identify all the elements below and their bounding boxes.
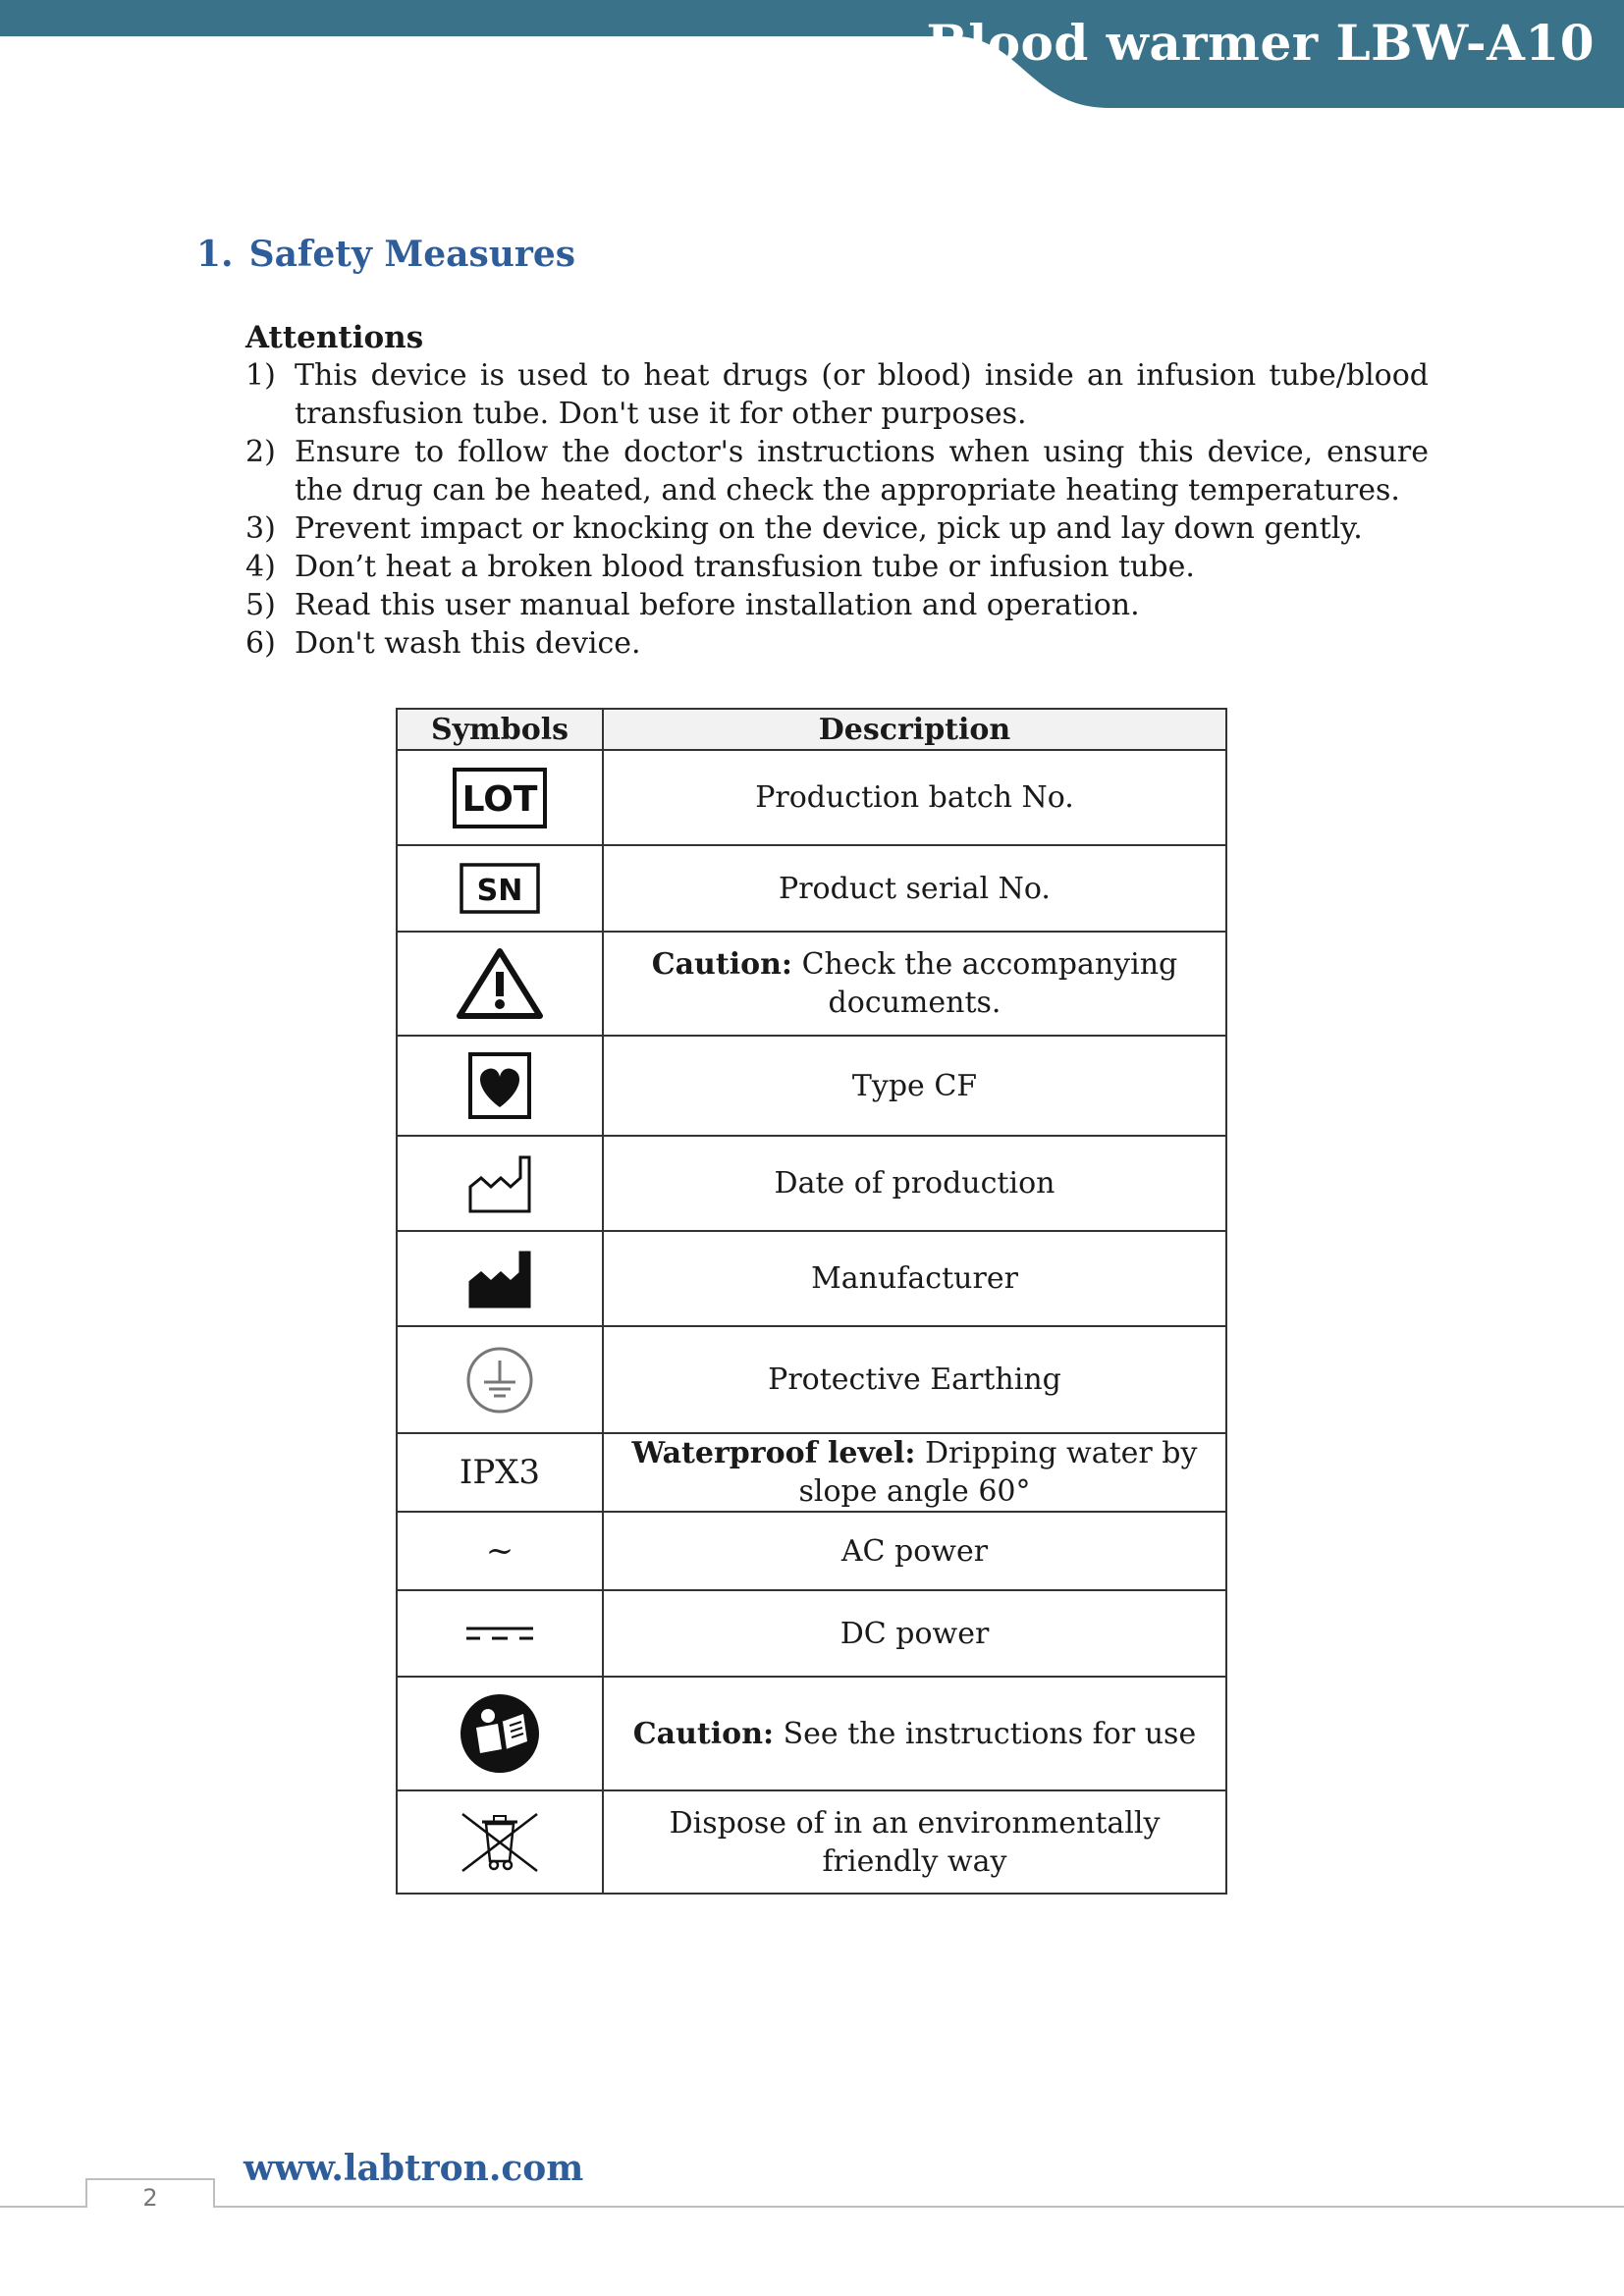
dc-power-icon bbox=[464, 1623, 535, 1644]
description-text: DC power bbox=[839, 1616, 990, 1651]
description-text: AC power bbox=[840, 1533, 989, 1569]
table-row bbox=[397, 1326, 1226, 1433]
description-bold: Caution: bbox=[651, 947, 793, 982]
ipx3-symbol: IPX3 bbox=[397, 1433, 603, 1512]
description-cell bbox=[603, 1590, 1226, 1677]
list-item-number: 5) bbox=[245, 588, 276, 622]
manufacturer-icon bbox=[467, 1249, 532, 1309]
serial-number-icon bbox=[459, 862, 541, 915]
symbol-cell bbox=[397, 1231, 603, 1326]
table-row bbox=[397, 1677, 1226, 1790]
section-heading bbox=[196, 234, 575, 275]
description-cell bbox=[603, 932, 1226, 1036]
type-cf-heart-icon bbox=[467, 1051, 532, 1120]
list-item bbox=[245, 586, 1429, 624]
description-cell bbox=[603, 1677, 1226, 1790]
ac-power-symbol: ~ bbox=[397, 1512, 603, 1590]
serial-number-icon-label: SN bbox=[476, 874, 523, 908]
list-item-number: 3) bbox=[245, 511, 276, 546]
symbol-cell bbox=[397, 1790, 603, 1894]
description-cell bbox=[603, 845, 1226, 932]
section-number: 1. bbox=[196, 234, 234, 275]
list-item-text: Don't wash this device. bbox=[295, 626, 641, 661]
lot-icon-label: LOT bbox=[461, 778, 538, 820]
protective-earth-icon bbox=[464, 1345, 535, 1415]
table-row bbox=[397, 1512, 1226, 1590]
description-text: Protective Earthing bbox=[768, 1362, 1061, 1397]
attentions-list bbox=[245, 356, 1429, 663]
list-item-text: This device is used to heat drugs (or blood) inside an infusion tube/blood transfusion tube. Don't use it for other purposes. bbox=[295, 358, 1429, 431]
description-text: Product serial No. bbox=[779, 871, 1051, 906]
list-item-number: 1) bbox=[245, 358, 276, 393]
footer-website-link[interactable]: www.labtron.com bbox=[244, 2148, 584, 2189]
warning-triangle-icon bbox=[456, 946, 544, 1021]
list-item bbox=[245, 433, 1429, 509]
list-item-number: 2) bbox=[245, 435, 276, 469]
description-bold: Waterproof level: bbox=[631, 1436, 916, 1470]
symbol-cell bbox=[397, 1036, 603, 1136]
description-text: Dispose of in an environmentally friendly way bbox=[669, 1805, 1161, 1879]
table-row bbox=[397, 845, 1226, 932]
section-title: Safety Measures bbox=[248, 234, 576, 275]
description-column-header: Description bbox=[603, 709, 1226, 750]
list-item bbox=[245, 509, 1429, 548]
list-item bbox=[245, 624, 1429, 663]
page-number: 2 bbox=[142, 2184, 158, 2212]
description-text: Dripping water by slope angle 60° bbox=[798, 1436, 1198, 1509]
document-title: Blood warmer LBW-A10 bbox=[926, 14, 1595, 72]
description-text: See the instructions for use bbox=[783, 1716, 1197, 1751]
description-cell bbox=[603, 1231, 1226, 1326]
list-item-text: Ensure to follow the doctor's instructions when using this device, ensure the drug can be heated, and check the appropriate heating temperatures. bbox=[295, 435, 1429, 507]
list-item-text: Read this user manual before installation and operation. bbox=[295, 588, 1140, 622]
symbol-cell bbox=[397, 845, 603, 932]
description-text: Type CF bbox=[851, 1068, 978, 1103]
table-header-row bbox=[397, 709, 1226, 750]
symbols-column-header: Symbols bbox=[397, 709, 603, 750]
list-item bbox=[245, 548, 1429, 586]
description-bold: Caution: bbox=[632, 1716, 775, 1751]
table-row bbox=[397, 1231, 1226, 1326]
table-row bbox=[397, 932, 1226, 1036]
description-cell bbox=[603, 1136, 1226, 1231]
lot-icon bbox=[451, 766, 549, 830]
description-text: Production batch No. bbox=[755, 780, 1074, 815]
read-manual-icon bbox=[459, 1692, 541, 1775]
symbols-table bbox=[396, 708, 1227, 1895]
list-item-number: 4) bbox=[245, 550, 276, 584]
symbol-cell bbox=[397, 932, 603, 1036]
symbol-cell bbox=[397, 1326, 603, 1433]
symbol-cell bbox=[397, 1677, 603, 1790]
description-cell bbox=[603, 1433, 1226, 1512]
description-text: Check the accompanying documents. bbox=[801, 947, 1178, 1020]
table-row bbox=[397, 1790, 1226, 1894]
description-cell bbox=[603, 1326, 1226, 1433]
symbol-cell bbox=[397, 1136, 603, 1231]
table-row bbox=[397, 750, 1226, 845]
description-text: Date of production bbox=[774, 1166, 1056, 1201]
description-cell bbox=[603, 1036, 1226, 1136]
table-row bbox=[397, 1433, 1226, 1512]
symbol-cell bbox=[397, 1590, 603, 1677]
description-text: Manufacturer bbox=[811, 1261, 1018, 1296]
symbol-cell bbox=[397, 750, 603, 845]
list-item-text: Prevent impact or knocking on the device, pick up and lay down gently. bbox=[295, 511, 1363, 546]
table-row bbox=[397, 1590, 1226, 1677]
list-item-text: Don’t heat a broken blood transfusion tube or infusion tube. bbox=[295, 550, 1195, 584]
list-item-number: 6) bbox=[245, 626, 276, 661]
table-row bbox=[397, 1136, 1226, 1231]
description-cell bbox=[603, 1512, 1226, 1590]
list-item bbox=[245, 356, 1429, 433]
weee-crossed-bin-icon bbox=[455, 1810, 545, 1875]
attentions-title: Attentions bbox=[245, 320, 424, 355]
description-cell bbox=[603, 1790, 1226, 1894]
table-row bbox=[397, 1036, 1226, 1136]
description-cell bbox=[603, 750, 1226, 845]
footer-rule bbox=[0, 2177, 1624, 2216]
date-of-production-icon bbox=[467, 1153, 532, 1214]
